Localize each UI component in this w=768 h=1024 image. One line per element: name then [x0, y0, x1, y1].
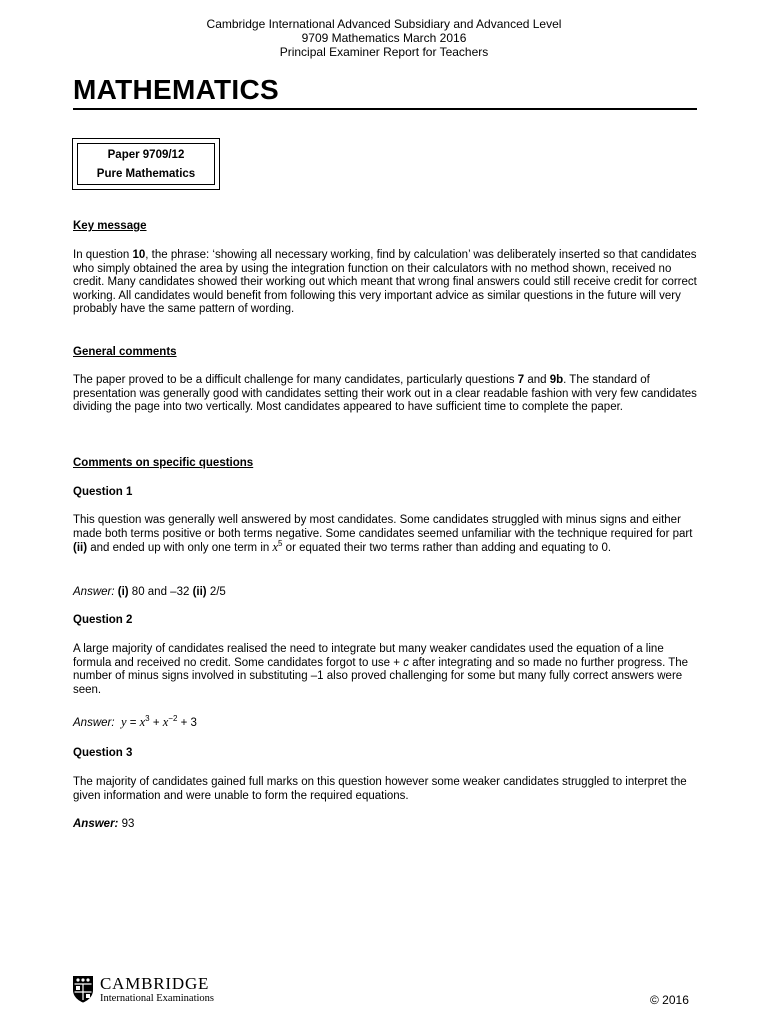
general-comments-paragraph — [73, 374, 703, 415]
cambridge-shield-icon — [72, 975, 94, 1003]
q1-math-power: 5 — [278, 539, 283, 549]
key-message-heading: Key message — [73, 220, 147, 232]
key-message-text: In question — [73, 249, 133, 261]
paper-subject: Pure Mathematics — [96, 168, 196, 180]
q1-answer-part-i: (i) — [117, 586, 129, 598]
general-text: The paper proved to be a difficult challenge for many candidates, particularly questions — [73, 374, 518, 386]
copyright: © 2016 — [650, 993, 689, 1007]
q1-part-ref: (ii) — [73, 542, 88, 555]
question-3-answer — [73, 818, 703, 832]
q1-answer-label: Answer: — [73, 586, 115, 598]
question-2-paragraph — [73, 643, 703, 697]
general-comments-heading: General comments — [73, 346, 177, 358]
q1-answer-part-ii: (ii) — [192, 586, 207, 598]
page-title: MATHEMATICS — [73, 74, 280, 105]
q2-eq-power-1: 3 — [145, 714, 150, 723]
q3-answer-value: 93 — [118, 818, 135, 830]
header-line-3: Principal Examiner Report for Teachers — [279, 45, 489, 59]
question-1-paragraph — [73, 514, 703, 556]
general-question-7: 7 — [517, 374, 525, 386]
general-and: and — [524, 374, 550, 386]
q1-text-rest: or equated their two terms rather than adding and equating to 0. — [282, 542, 612, 555]
cambridge-logo — [72, 974, 242, 1006]
q2-eq-power-2: −2 — [168, 714, 178, 723]
header-line-1: Cambridge International Advanced Subsidiary and Advanced Level — [206, 17, 562, 31]
q1-text-mid: and ended up with only one term in — [87, 542, 273, 555]
q2-text-rest: after integrating and so made no further progress. The number of minus signs involved in substituting –1 also proved challenging for some but many fully correct answers were seen. — [73, 656, 689, 696]
paper-box — [72, 138, 220, 190]
header-line-2: 9709 Mathematics March 2016 — [301, 31, 467, 45]
title-rule — [73, 108, 697, 110]
general-text-rest: . The standard of presentation was generally good with candidates setting their work out in a clear readable fashion with very few candidates dividing the page into two vertically. Most candidates appeared to have sufficient time to complete the paper. — [73, 374, 697, 414]
key-message-text-rest: , the phrase: ‘showing all necessary working, find by calculation’ was deliberately inserted so that candidates who simply obtained the area by using the integration function on their calculators with no method shown, received no credit. Many candidates showed their working out which meant that wrong final answers could still receive credit for correct working. All candidates would benefit from following this very important advice as similar questions in the future will very probably have the same pattern of wording. — [73, 249, 697, 316]
q2-text: A large majority of candidates realised the need to integrate but many weaker candidates used the equation of a line formula and received no credit. Some candidates forgot to use + — [73, 643, 664, 669]
key-message-question-ref: 10 — [132, 249, 146, 261]
q1-answer-ii-value: 2/5 — [206, 586, 226, 598]
question-1-answer — [73, 586, 703, 600]
q2-eq-x2: x — [162, 715, 169, 729]
q3-answer-label: Answer: — [73, 818, 119, 830]
q2-eq-plus-1: + — [149, 717, 163, 729]
logo-name: CAMBRIDGE — [100, 974, 210, 993]
q2-constant-c: c — [403, 656, 409, 669]
question-3-heading: Question 3 — [73, 747, 133, 759]
question-2-heading: Question 2 — [73, 614, 133, 626]
paper-box-inner — [77, 143, 215, 185]
q2-eq-x1: x — [139, 715, 146, 729]
q1-math-x: x — [272, 540, 279, 555]
general-question-9b: 9b — [549, 374, 564, 386]
q1-answer-i-value: 80 and –32 — [128, 586, 193, 598]
question-2-answer — [73, 716, 703, 731]
logo-subtitle: International Examinations — [100, 993, 215, 1004]
q1-text: This question was generally well answered by most candidates. Some candidates struggled with minus signs and either made both terms positive or both terms negative. Some candidates seemed unfamiliar with the technique required for part — [73, 514, 693, 540]
q2-eq-plus-2: + 3 — [177, 717, 197, 729]
key-message-paragraph — [73, 249, 703, 317]
q2-answer-label: Answer: — [73, 717, 115, 729]
paper-number: Paper 9709/12 — [107, 149, 185, 161]
q2-eq-y: y — [120, 715, 127, 729]
q2-eq-equals: = — [126, 717, 140, 729]
question-3-paragraph: The majority of candidates gained full marks on this question however some weaker candidates struggled to interpret the given information and were unable to form the required equations. — [73, 776, 687, 802]
question-1-heading: Question 1 — [73, 486, 133, 498]
specific-comments-heading: Comments on specific questions — [73, 457, 254, 469]
